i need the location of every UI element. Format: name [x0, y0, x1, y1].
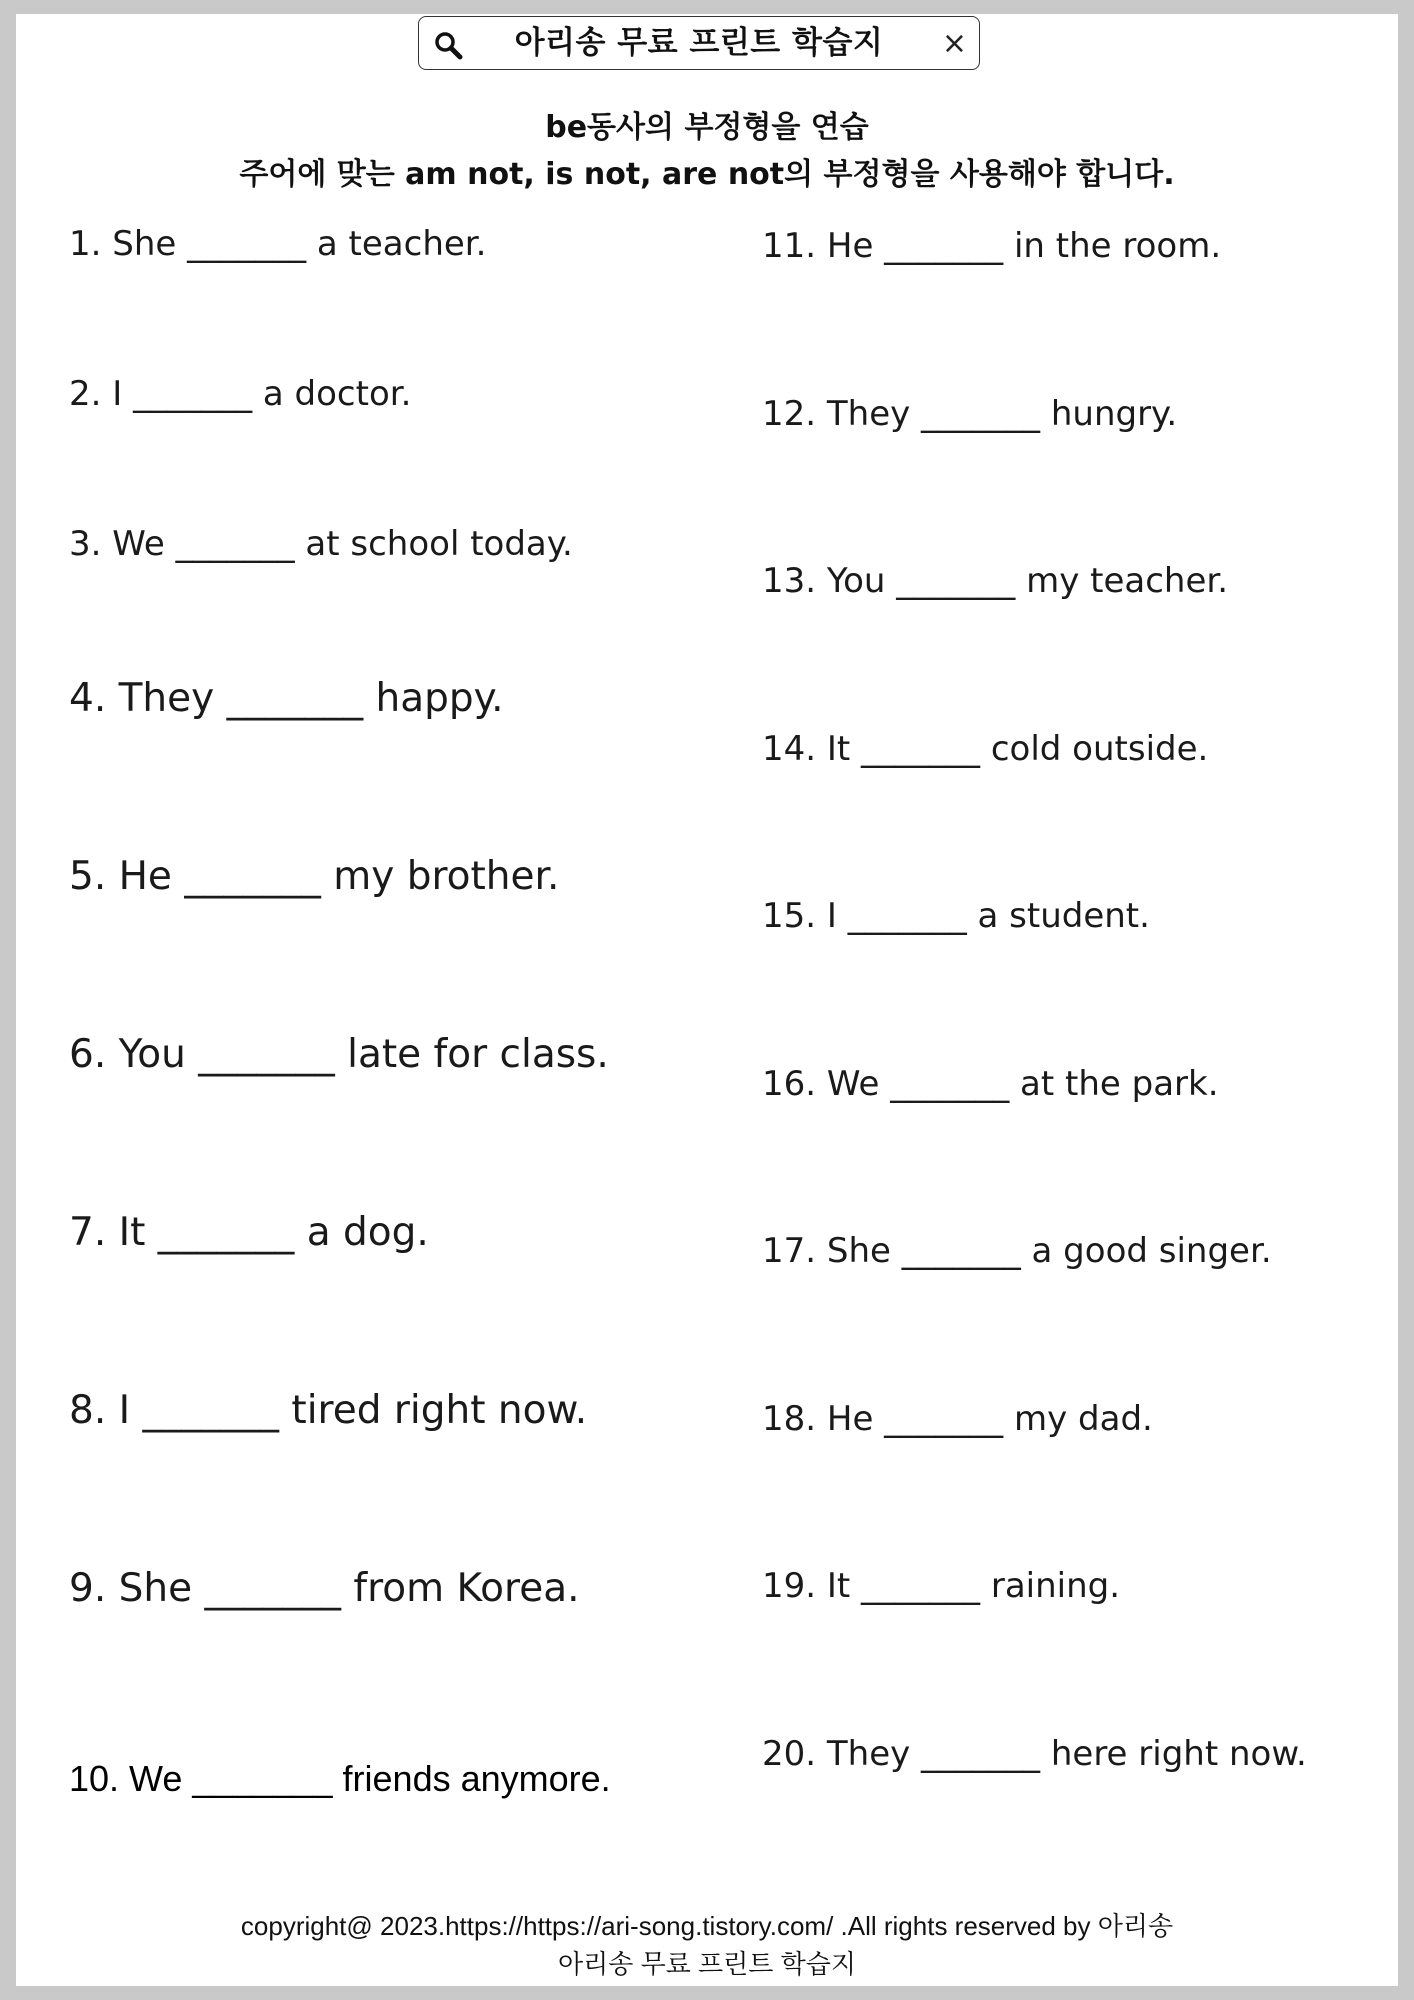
question-14: 14. It _______ cold outside. [762, 729, 1209, 769]
search-icon[interactable] [433, 30, 463, 60]
question-20: 20. They _______ here right now. [762, 1734, 1307, 1774]
question-1: 1. She _______ a teacher. [69, 224, 487, 264]
question-18: 18. He _______ my dad. [762, 1399, 1153, 1439]
worksheet-instructions: 주어에 맞는 am not, is not, are not의 부정형을 사용해야 합니다. [239, 157, 1175, 192]
question-10: 10. We _______ friends anymore. [69, 1758, 611, 1799]
question-6: 6. You _______ late for class. [69, 1032, 609, 1077]
footer-brand: 아리송 무료 프린트 학습지 [558, 1949, 856, 1979]
question-8: 8. I _______ tired right now. [69, 1388, 588, 1433]
copyright-notice: copyright@ 2023.https://https://ari-song.tistory.com/ .All rights reserved by 아리송 [240, 1911, 1174, 1941]
question-15: 15. I _______ a student. [762, 896, 1150, 936]
question-17: 17. She _______ a good singer. [762, 1231, 1272, 1271]
question-4: 4. They _______ happy. [69, 676, 504, 721]
search-bar[interactable] [418, 16, 980, 70]
question-9: 9. She _______ from Korea. [69, 1566, 580, 1611]
question-11: 11. He _______ in the room. [762, 226, 1222, 266]
question-5: 5. He _______ my brother. [69, 854, 560, 899]
worksheet-page [16, 14, 1398, 1986]
question-12: 12. They _______ hungry. [762, 394, 1178, 434]
question-13: 13. You _______ my teacher. [762, 561, 1229, 601]
question-2: 2. I _______ a doctor. [69, 374, 412, 414]
worksheet-title: be동사의 부정형을 연습 [545, 110, 869, 145]
question-3: 3. We _______ at school today. [69, 524, 573, 564]
close-icon[interactable]: × [941, 26, 967, 61]
search-query-text[interactable]: 아리송 무료 프린트 학습지 [514, 25, 884, 61]
question-16: 16. We _______ at the park. [762, 1064, 1219, 1104]
question-7: 7. It _______ a dog. [69, 1210, 429, 1255]
question-19: 19. It _______ raining. [762, 1566, 1121, 1606]
